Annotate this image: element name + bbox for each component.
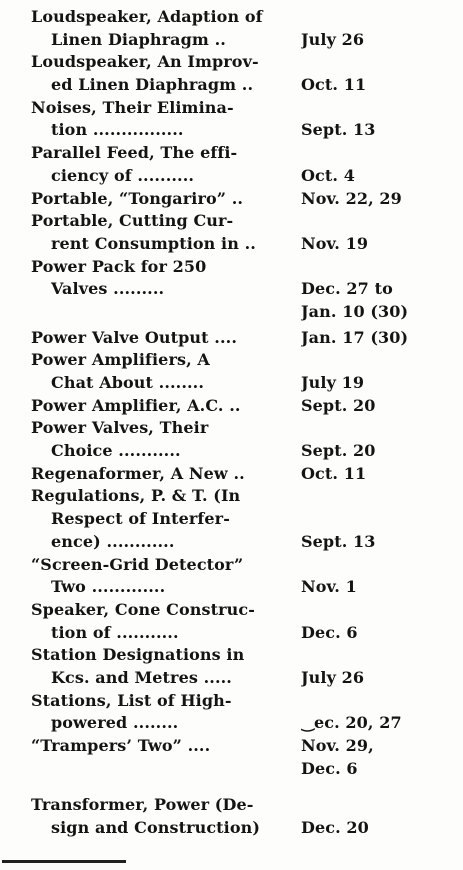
entry-date-line <box>301 417 446 440</box>
entry-title-line: Valves ......... <box>51 279 165 299</box>
index-entry <box>31 142 446 187</box>
index-entry <box>31 463 446 486</box>
index-entry <box>31 599 446 644</box>
index-entry <box>31 256 446 324</box>
entry-title-line: powered ........ <box>51 713 179 733</box>
index-entry <box>31 349 446 394</box>
entry-date-line: Dec. 27 to <box>301 279 393 299</box>
entry-date-line: Dec. 20 <box>301 818 369 838</box>
entry-title-line: Parallel Feed, The effi- <box>31 143 238 163</box>
entry-date <box>301 554 446 599</box>
entry-title-line: Power Valve Output .... <box>31 327 237 347</box>
entry-title-line: Linen Diaphragm .. <box>51 29 226 49</box>
entry-title-line: Station Designations in <box>31 645 245 665</box>
entry-title-line: Respect of Interfer- <box>51 509 230 529</box>
entry-date <box>301 794 446 839</box>
index-list <box>31 6 446 840</box>
entry-date-line: July 19 <box>301 373 365 392</box>
entry-date-line <box>301 142 446 165</box>
entry-title-line: tion of ........... <box>51 622 179 642</box>
entry-date <box>301 395 446 418</box>
index-entry <box>31 6 446 51</box>
entry-date-line: Jan. 17 (30) <box>301 327 409 347</box>
entry-date <box>301 463 446 486</box>
entry-date <box>301 188 446 211</box>
entry-date-line <box>301 794 446 817</box>
entry-date-line <box>301 51 446 74</box>
entry-date <box>301 690 446 735</box>
entry-date-line <box>301 690 446 713</box>
entry-date <box>301 327 446 350</box>
entry-title-line: sign and Construction) <box>51 818 261 838</box>
index-entry <box>31 417 446 462</box>
entry-date <box>301 349 446 394</box>
entry-title <box>31 327 301 350</box>
entry-title <box>31 463 301 486</box>
entry-title-line: Transformer, Power (De- <box>31 795 254 815</box>
entry-title-line: “Screen-Grid Detector” <box>31 554 244 574</box>
footer-rule <box>2 860 126 863</box>
entry-date-line: Dec. 6 <box>301 758 358 778</box>
entry-title <box>31 417 301 462</box>
entry-date-line: Nov. 1 <box>301 577 357 597</box>
entry-date-line: Sept. 13 <box>301 531 376 551</box>
index-entry <box>31 395 446 418</box>
entry-title-line: Kcs. and Metres ..... <box>51 667 232 687</box>
index-entry <box>31 327 446 350</box>
entry-title-line: ed Linen Diaphragm .. <box>51 75 254 95</box>
entry-date-line: Sept. 20 <box>301 395 376 415</box>
index-entry <box>31 690 446 735</box>
entry-date-line: July 26 <box>301 29 365 49</box>
index-entry <box>31 188 446 211</box>
entry-date-line: Sept. 13 <box>301 120 376 140</box>
entry-date-line <box>301 508 446 531</box>
entry-date-line <box>301 349 446 372</box>
entry-title <box>31 6 301 51</box>
entry-title <box>31 735 301 780</box>
entry-date-line: Nov. 29, <box>301 736 374 755</box>
entry-date-line: Oct. 4 <box>301 165 355 185</box>
entry-title <box>31 142 301 187</box>
index-entry <box>31 794 446 839</box>
entry-date-line: Nov. 22, 29 <box>301 188 402 208</box>
entry-title-line: Regulations, P. & T. (In <box>31 486 241 506</box>
entry-date <box>301 256 446 324</box>
index-entry <box>31 51 446 96</box>
entry-date-line: Sept. 20 <box>301 441 376 461</box>
entry-title <box>31 395 301 418</box>
entry-date-line: Oct. 11 <box>301 75 367 95</box>
entry-date <box>301 417 446 462</box>
entry-title <box>31 644 301 689</box>
entry-date-line: Nov. 19 <box>301 233 369 253</box>
entry-title-line: rent Consumption in .. <box>51 233 256 253</box>
entry-date-line: July 26 <box>301 667 365 687</box>
entry-date-line: ‿ec. 20, 27 <box>301 713 402 733</box>
entry-title <box>31 188 301 211</box>
entry-title-line: Noises, Their Elimina- <box>31 97 234 117</box>
entry-title-line: Power Amplifier, A.C. .. <box>31 395 241 415</box>
entry-title-line: Loudspeaker, An Improv- <box>31 52 259 72</box>
entry-title-line: Two ............. <box>51 577 166 597</box>
entry-title <box>31 349 301 394</box>
entry-date-line <box>301 485 446 508</box>
entry-title-line: Stations, List of High- <box>31 690 232 710</box>
entry-title <box>31 554 301 599</box>
entry-title-line: Portable, “Tongariro” .. <box>31 188 244 208</box>
entry-title <box>31 794 301 839</box>
entry-date <box>301 644 446 689</box>
entry-date <box>301 51 446 96</box>
entry-date-line: Dec. 6 <box>301 622 358 642</box>
index-entry <box>31 210 446 255</box>
index-entry <box>31 554 446 599</box>
index-entry <box>31 644 446 689</box>
entry-date-line <box>301 554 446 577</box>
entry-date-line <box>301 97 446 120</box>
entry-title-line: tion ................ <box>51 120 184 140</box>
entry-date <box>301 210 446 255</box>
index-entry <box>31 97 446 142</box>
entry-date-line <box>301 644 446 667</box>
entry-title-line: “Trampers’ Two” .... <box>31 736 211 755</box>
entry-date-line <box>301 6 446 29</box>
entry-date <box>301 599 446 644</box>
entry-date-line: Jan. 10 (30) <box>301 301 409 321</box>
entry-title <box>31 690 301 735</box>
entry-title-line: ciency of .......... <box>51 165 195 185</box>
entry-date <box>301 735 446 780</box>
entry-title-line: ence) ............ <box>51 531 175 551</box>
entry-title-line: Power Valves, Their <box>31 418 209 438</box>
entry-date-line <box>301 599 446 622</box>
entry-date-line <box>301 210 446 233</box>
entry-title <box>31 485 301 553</box>
entry-date <box>301 485 446 553</box>
entry-title <box>31 51 301 96</box>
entry-date <box>301 142 446 187</box>
entry-title-line <box>31 758 301 781</box>
entry-date-line: Oct. 11 <box>301 463 367 483</box>
index-entry <box>31 485 446 553</box>
entry-date <box>301 97 446 142</box>
entry-title <box>31 97 301 142</box>
entry-title-line <box>31 301 301 324</box>
index-entry <box>31 735 446 780</box>
entry-title-line: Power Pack for 250 <box>31 256 207 276</box>
entry-date-line <box>301 256 446 279</box>
entry-title-line: Speaker, Cone Construc- <box>31 599 255 619</box>
entry-title-line: Portable, Cutting Cur- <box>31 211 234 231</box>
entry-title-line: Choice ........... <box>51 441 181 461</box>
entry-title-line: Power Amplifiers, A <box>31 350 210 370</box>
entry-title <box>31 256 301 324</box>
entry-date <box>301 6 446 51</box>
entry-title-line: Regenaformer, A New .. <box>31 463 245 483</box>
entry-title <box>31 599 301 644</box>
entry-title <box>31 210 301 255</box>
entry-title-line: Loudspeaker, Adaption of <box>31 7 263 26</box>
entry-title-line: Chat About ........ <box>51 373 205 392</box>
